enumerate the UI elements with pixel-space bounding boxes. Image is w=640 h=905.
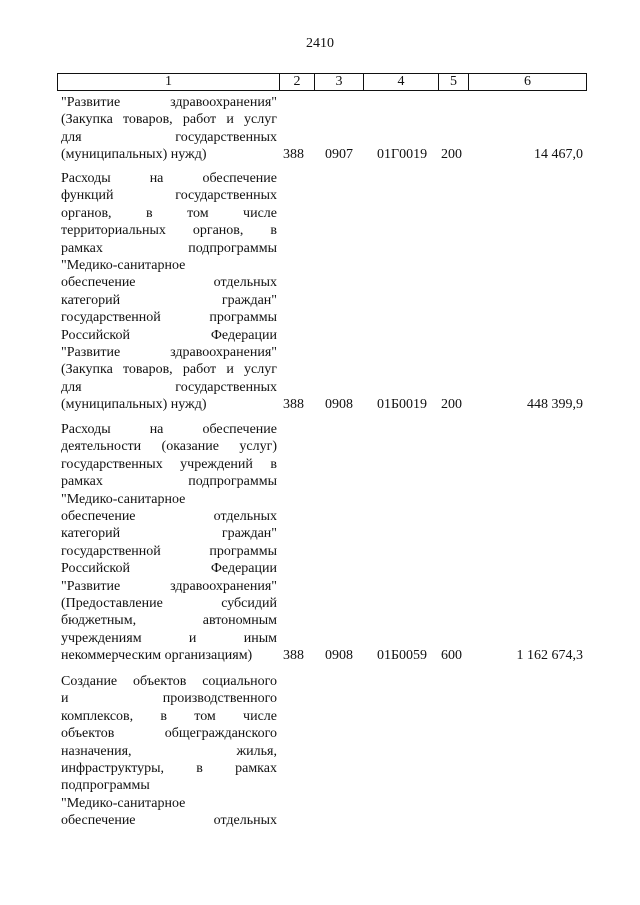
table-header: [57, 73, 587, 91]
description-line: Российской Федерации: [61, 327, 277, 343]
description-line: "Развитие здравоохранения": [61, 578, 277, 594]
header-col-2: 2: [280, 74, 315, 90]
description-line: для государственных: [61, 379, 277, 395]
description-line: назначения, жилья,: [61, 743, 277, 759]
row-description: [61, 673, 277, 830]
description-line: категорий граждан": [61, 526, 277, 542]
description-line: функций государственных: [61, 188, 277, 204]
cell-ministry-code: 388: [283, 397, 304, 412]
cell-ministry-code: 388: [283, 648, 304, 663]
description-line: объектов общегражданского: [61, 726, 277, 742]
description-line: Расходы на обеспечение: [61, 422, 277, 437]
description-line: Создание объектов социального: [61, 674, 277, 689]
description-line: обеспечение отдельных: [61, 508, 277, 524]
cell-expense-type: 200: [441, 147, 462, 162]
description-line: территориальных органов, в: [61, 223, 277, 239]
cell-ministry-code: 388: [283, 147, 304, 162]
cell-amount: 1 162 674,3: [516, 648, 583, 663]
cell-amount: 14 467,0: [534, 147, 583, 162]
header-col-5: 5: [439, 74, 469, 90]
description-line: органов, в том числе: [61, 205, 277, 221]
row-description: [61, 170, 277, 413]
description-line: обеспечение отдельных: [61, 275, 277, 291]
cell-amount: 448 399,9: [527, 397, 583, 412]
description-line: рамках подпрограммы: [61, 474, 277, 490]
cell-expense-type: 200: [441, 397, 462, 412]
description-line: Расходы на обеспечение: [61, 171, 277, 186]
description-line: учреждениям и иным: [61, 630, 277, 646]
description-line: (Закупка товаров, работ и услуг: [61, 362, 277, 378]
description-line: рамках подпрограммы: [61, 240, 277, 256]
cell-section-code: 0908: [325, 648, 353, 663]
description-line: (Предоставление субсидий: [61, 595, 277, 611]
header-col-3: 3: [315, 74, 364, 90]
description-line: (муниципальных) нужд): [61, 147, 207, 163]
description-line: комплексов, в том числе: [61, 708, 277, 724]
header-col-6: 6: [524, 74, 531, 89]
description-line: Российской Федерации: [61, 561, 277, 577]
description-line: некоммерческим организациям): [61, 648, 253, 664]
description-line: "Развитие здравоохранения": [61, 344, 277, 360]
description-line: (муниципальных) нужд): [61, 397, 207, 413]
description-line: обеспечение отдельных: [61, 813, 277, 829]
cell-section-code: 0908: [325, 397, 353, 412]
description-line: категорий граждан": [61, 292, 277, 308]
description-line: "Развитие здравоохранения": [61, 95, 277, 110]
cell-section-code: 0907: [325, 147, 353, 162]
description-line: инфраструктуры, в рамках: [61, 760, 277, 776]
cell-target-code: 01Б0019: [377, 397, 428, 412]
description-line: государственной программы: [61, 310, 277, 326]
description-line: "Медико-санитарное: [61, 491, 186, 507]
description-line: государственных учреждений в: [61, 456, 277, 472]
row-description: [61, 421, 277, 664]
description-line: "Медико-санитарное: [61, 795, 186, 811]
description-line: и производственного: [61, 691, 277, 707]
cell-target-code: 01Г0019: [377, 147, 428, 162]
description-line: государственной программы: [61, 543, 277, 559]
description-line: для государственных: [61, 129, 277, 145]
cell-target-code: 01Б0059: [377, 648, 428, 663]
header-col-1: 1: [58, 74, 280, 90]
description-line: "Медико-санитарное: [61, 257, 186, 273]
cell-expense-type: 600: [441, 648, 462, 663]
header-col-4: 4: [364, 74, 439, 90]
description-line: подпрограммы: [61, 778, 150, 794]
page-number: 2410: [306, 36, 334, 51]
description-line: бюджетным, автономным: [61, 613, 277, 629]
description-line: деятельности (оказание услуг): [61, 439, 277, 455]
row-description: [61, 94, 277, 164]
description-line: (Закупка товаров, работ и услуг: [61, 112, 277, 128]
